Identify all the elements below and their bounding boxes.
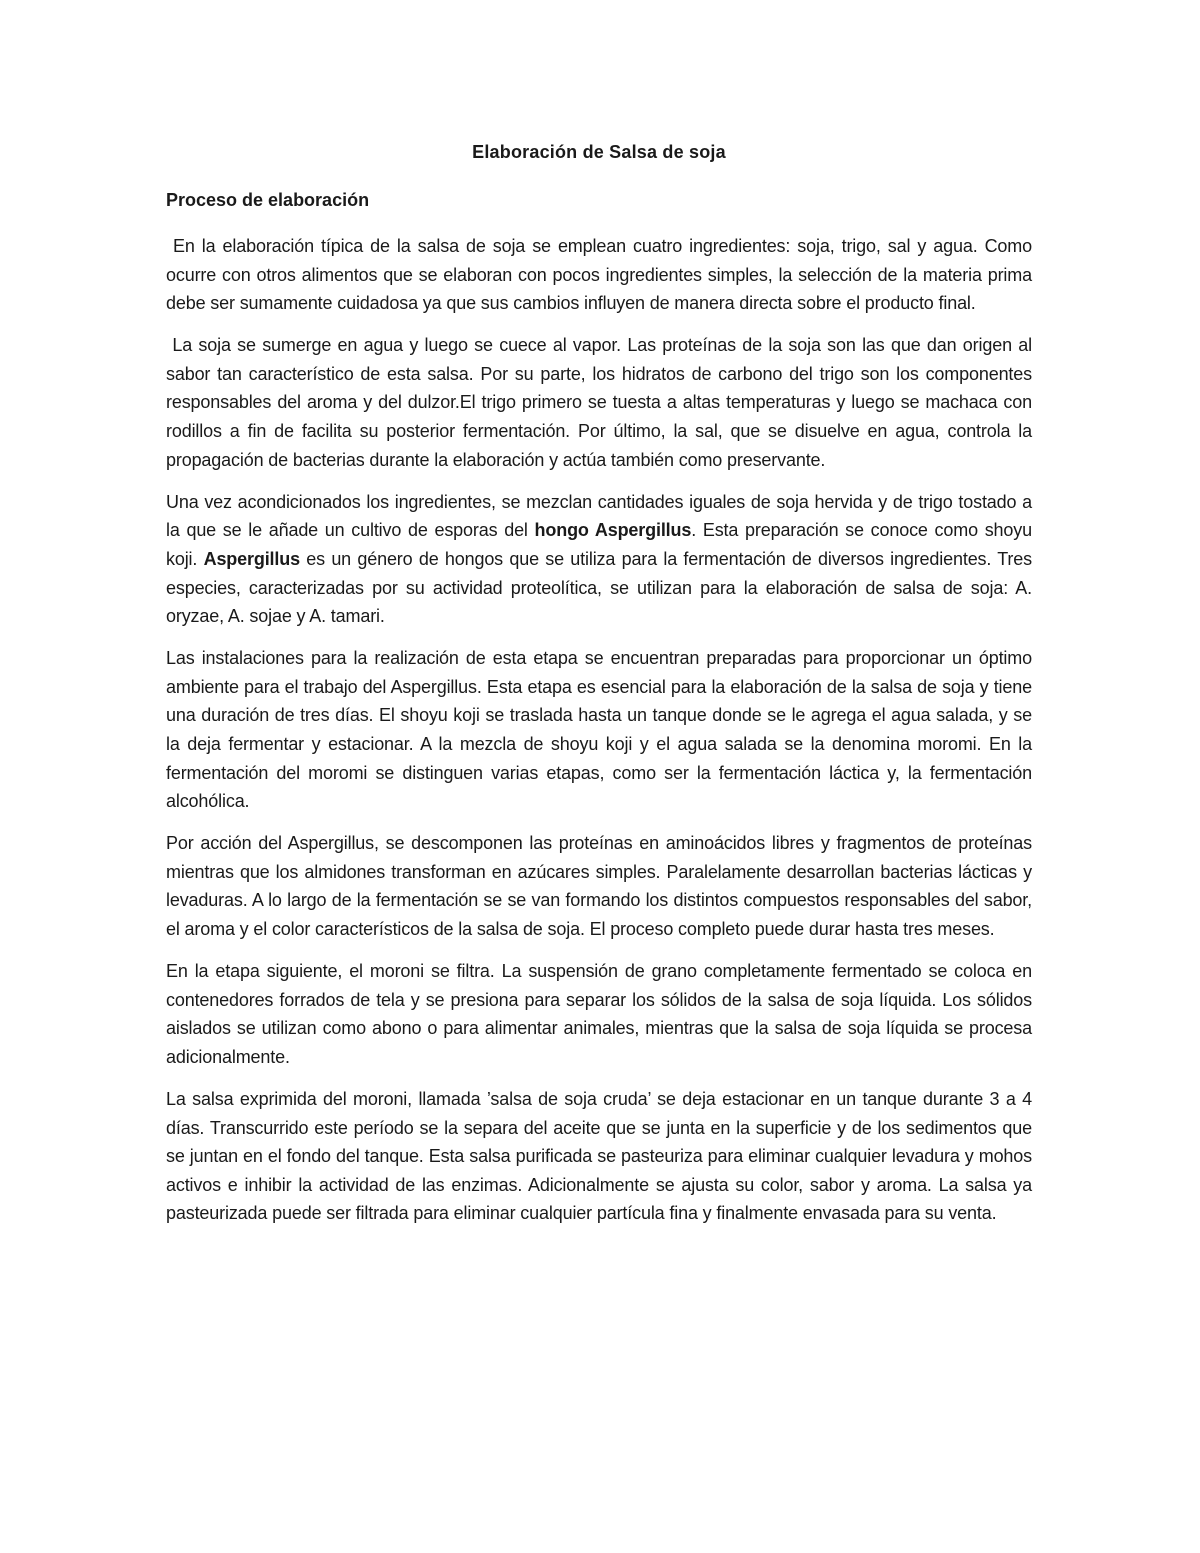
paragraph-pasteurization: La salsa exprimida del moroni, llamada ’salsa de soja cruda’ se deja estacionar en un tanque durante 3 a 4 días. Transcurrido este período se la separa del aceite que se junta en la superficie y de los sedimentos que se juntan en el fondo del tanque. Esta salsa purificada se pasteuriza para eliminar cualquier levadura y mohos activos e inhibir la actividad de las enzimas. Adicionalmente se ajusta su color, sabor y aroma. La salsa ya pasteurizada puede ser filtrada para eliminar cualquier partícula fina y finalmente envasada para su venta. <box>166 1089 1032 1224</box>
paragraph-text-segment: es un género de hongos que se utiliza para la fermentación de diversos ingredientes. Tres especies, caracterizadas por su actividad proteolítica, se utilizan para la elaboración de salsa de soja: A. oryzae, A. sojae y A. tamari. <box>166 548 1032 627</box>
paragraph-text-segment: . Esta preparación se conoce como shoyu koji. <box>166 520 1032 569</box>
paragraph-shoyu-koji <box>166 488 1032 631</box>
paragraph-filtering: En la etapa siguiente, el moroni se filtra. La suspensión de grano completamente fermentado se coloca en contenedores forrados de tela y se presiona para separar los sólidos de la salsa de soja líquida. Los sólidos aislados se utilizan como abono o para alimentar animales, mientras que la salsa de soja líquida se procesa adicionalmente. <box>166 961 1032 1067</box>
bold-term-aspergillus: Aspergillus <box>203 548 300 569</box>
paragraph-text-segment: Una vez acondicionados los ingredientes, se mezclan cantidades iguales de soja hervida y de trigo tostado a la que se le añade un cultivo de esporas del <box>166 491 1032 541</box>
document-title: Elaboración de Salsa de soja <box>472 142 726 162</box>
paragraph-soy-and-wheat: La soja se sumerge en agua y luego se cuece al vapor. Las proteínas de la soja son las que dan origen al sabor tan característico de esta salsa. Por su parte, los hidratos de carbono del trigo son los componentes responsables del aroma y del dulzor.El trigo primero se tuesta a altas temperaturas y luego se machaca con rodillos a fin de facilita su posterior fermentación. Por último, la sal, que se disuelve en agua, controla la propagación de bacterias durante la elaboración y actúa también como preservante. <box>166 335 1037 470</box>
section-heading: Proceso de elaboración <box>166 190 370 210</box>
document-body <box>166 138 1037 1242</box>
bold-term-hongo-aspergillus: hongo Aspergillus <box>534 520 692 541</box>
paragraph-moromi: Las instalaciones para la realización de esta etapa se encuentran preparadas para proporcionar un óptimo ambiente para el trabajo del Aspergillus. Esta etapa es esencial para la elaboración de la salsa de soja y tiene una duración de tres días. El shoyu koji se traslada hasta un tanque donde se le agrega el agua salada, y se la deja fermentar y estacionar. A la mezcla de shoyu koji y el agua salada se la denomina moromi. En la fermentación del moromi se distinguen varias etapas, como ser la fermentación láctica y, la fermentación alcohólica. <box>166 648 1032 812</box>
paragraph-ingredients: En la elaboración típica de la salsa de soja se emplean cuatro ingredientes: soja, trigo, sal y agua. Como ocurre con otros alimentos que se elaboran con pocos ingredientes simples, la selección de la materia prima debe ser sumamente cuidadosa ya que sus cambios influyen de manera directa sobre el producto final. <box>166 236 1037 314</box>
paragraph-fermentation: Por acción del Aspergillus, se descomponen las proteínas en aminoácidos libres y fragmentos de proteínas mientras que los almidones transforman en azúcares simples. Paralelamente desarrollan bacterias lácticas y levaduras. A lo largo de la fermentación se se van formando los distintos compuestos responsables del sabor, el aroma y el color característicos de la salsa de soja. El proceso completo puede durar hasta tres meses. <box>166 833 1032 940</box>
